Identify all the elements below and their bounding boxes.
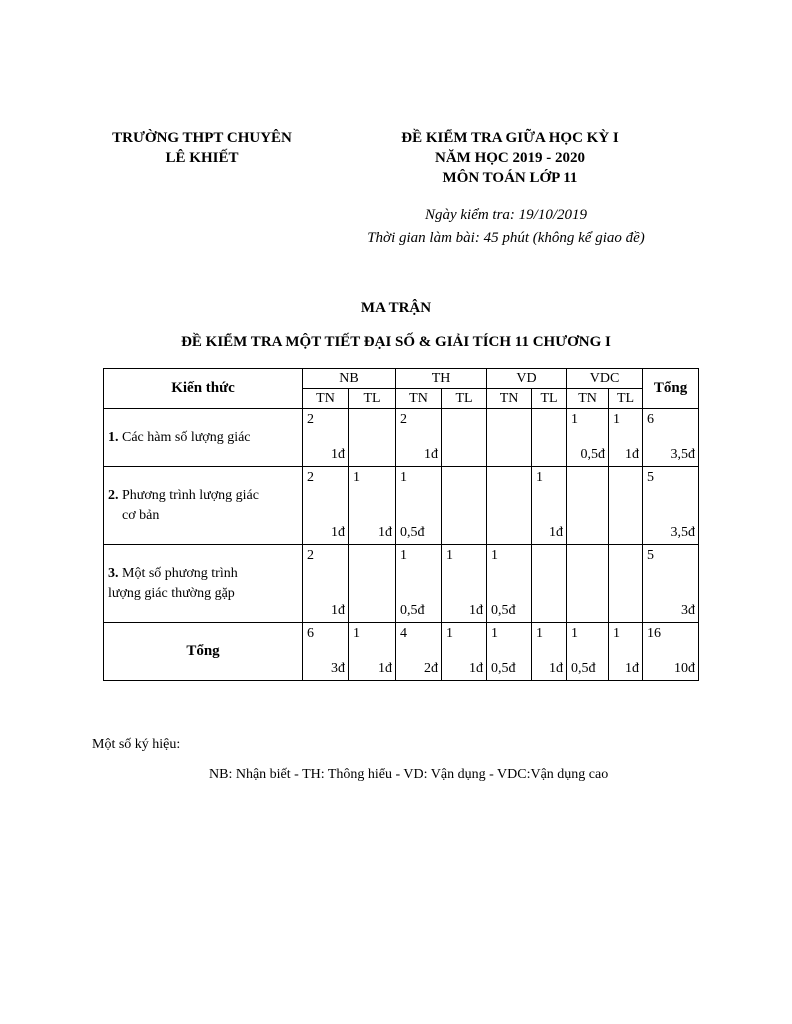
matrix-cell xyxy=(567,545,609,623)
matrix-cell xyxy=(349,545,396,623)
matrix-cell xyxy=(609,545,643,623)
subcol-header: TL xyxy=(349,389,396,409)
matrix-cell xyxy=(487,467,532,545)
group-header-vd: VD xyxy=(487,369,567,389)
matrix-cell: 2 1đ xyxy=(303,545,349,623)
school-line-1: TRƯỜNG THPT CHUYÊN xyxy=(112,130,292,146)
header-row-groups xyxy=(104,369,699,389)
matrix-row-3 xyxy=(104,545,699,623)
matrix-cell: 2 1đ xyxy=(303,467,349,545)
subcol-header: TN xyxy=(487,389,532,409)
matrix-cell: 1 1đ xyxy=(349,623,396,681)
row-total-cell: 5 3,5đ xyxy=(643,467,699,545)
matrix-cell xyxy=(442,467,487,545)
exam-duration: Thời gian làm bài: 45 phút (không kể giao đề) xyxy=(367,230,645,246)
matrix-cell: 1 1đ xyxy=(609,623,643,681)
matrix-cell: 1 1đ xyxy=(609,409,643,467)
subcol-header: TL xyxy=(609,389,643,409)
exam-heading xyxy=(360,128,660,188)
total-row-label: Tổng xyxy=(104,623,303,681)
matrix-cell: 1 1đ xyxy=(532,623,567,681)
matrix-cell xyxy=(532,409,567,467)
matrix-cell: 1 0,5đ xyxy=(396,467,442,545)
matrix-cell xyxy=(487,409,532,467)
matrix-total-row xyxy=(104,623,699,681)
exam-line-1: ĐỀ KIỂM TRA GIỮA HỌC KỲ I xyxy=(401,130,619,146)
matrix-cell: 4 2đ xyxy=(396,623,442,681)
matrix-cell: 1 0,5đ xyxy=(567,409,609,467)
matrix-cell: 1 1đ xyxy=(442,545,487,623)
matrix-cell: 1 0,5đ xyxy=(487,623,532,681)
matrix-cell xyxy=(567,467,609,545)
matrix-table xyxy=(103,368,699,681)
matrix-cell: 6 3đ xyxy=(303,623,349,681)
subcol-header: TN xyxy=(396,389,442,409)
exam-line-2: NĂM HỌC 2019 - 2020 xyxy=(435,150,585,166)
matrix-cell: 1 0,5đ xyxy=(396,545,442,623)
knowledge-header: Kiến thức xyxy=(104,369,303,409)
legend-text: NB: Nhận biết - TH: Thông hiểu - VD: Vận dụng - VDC:Vận dụng cao xyxy=(209,767,609,782)
legend-label: Một số ký hiệu: xyxy=(92,737,181,752)
matrix-cell xyxy=(609,467,643,545)
topic-name-2: 2. Phương trình lượng giác cơ bản xyxy=(104,467,303,545)
subcol-header: TL xyxy=(532,389,567,409)
matrix-cell: 1 1đ xyxy=(532,467,567,545)
matrix-row-2 xyxy=(104,467,699,545)
matrix-cell xyxy=(532,545,567,623)
school-name xyxy=(80,128,324,168)
row-total-cell: 6 3,5đ xyxy=(643,409,699,467)
matrix-cell: 2 1đ xyxy=(396,409,442,467)
exam-meta xyxy=(336,204,676,250)
matrix-cell xyxy=(442,409,487,467)
subcol-header: TL xyxy=(442,389,487,409)
row-total-cell: 5 3đ xyxy=(643,545,699,623)
matrix-cell: 1 0,5đ xyxy=(567,623,609,681)
matrix-row-1 xyxy=(104,409,699,467)
matrix-cell xyxy=(349,409,396,467)
grand-total-cell: 16 10đ xyxy=(643,623,699,681)
matrix-cell: 2 1đ xyxy=(303,409,349,467)
group-header-vdc: VDC xyxy=(567,369,643,389)
matrix-subtitle: ĐỀ KIỂM TRA MỘT TIẾT ĐẠI SỐ & GIẢI TÍCH 11 CHƯƠNG I xyxy=(181,334,611,350)
matrix-cell: 1 1đ xyxy=(442,623,487,681)
matrix-cell: 1 1đ xyxy=(349,467,396,545)
group-header-th: TH xyxy=(396,369,487,389)
subcol-header: TN xyxy=(303,389,349,409)
matrix-title: MA TRẬN xyxy=(360,300,432,316)
topic-name-3: 3. Một số phương trình lượng giác thường gặp xyxy=(104,545,303,623)
topic-name-1: 1. Các hàm số lượng giác xyxy=(104,409,303,467)
matrix-cell: 1 0,5đ xyxy=(487,545,532,623)
total-header: Tổng xyxy=(643,369,699,409)
subcol-header: TN xyxy=(567,389,609,409)
exam-line-3: MÔN TOÁN LỚP 11 xyxy=(442,170,578,186)
group-header-nb: NB xyxy=(303,369,396,389)
exam-date: Ngày kiểm tra: 19/10/2019 xyxy=(424,207,588,223)
school-line-2: LÊ KHIẾT xyxy=(165,150,239,166)
